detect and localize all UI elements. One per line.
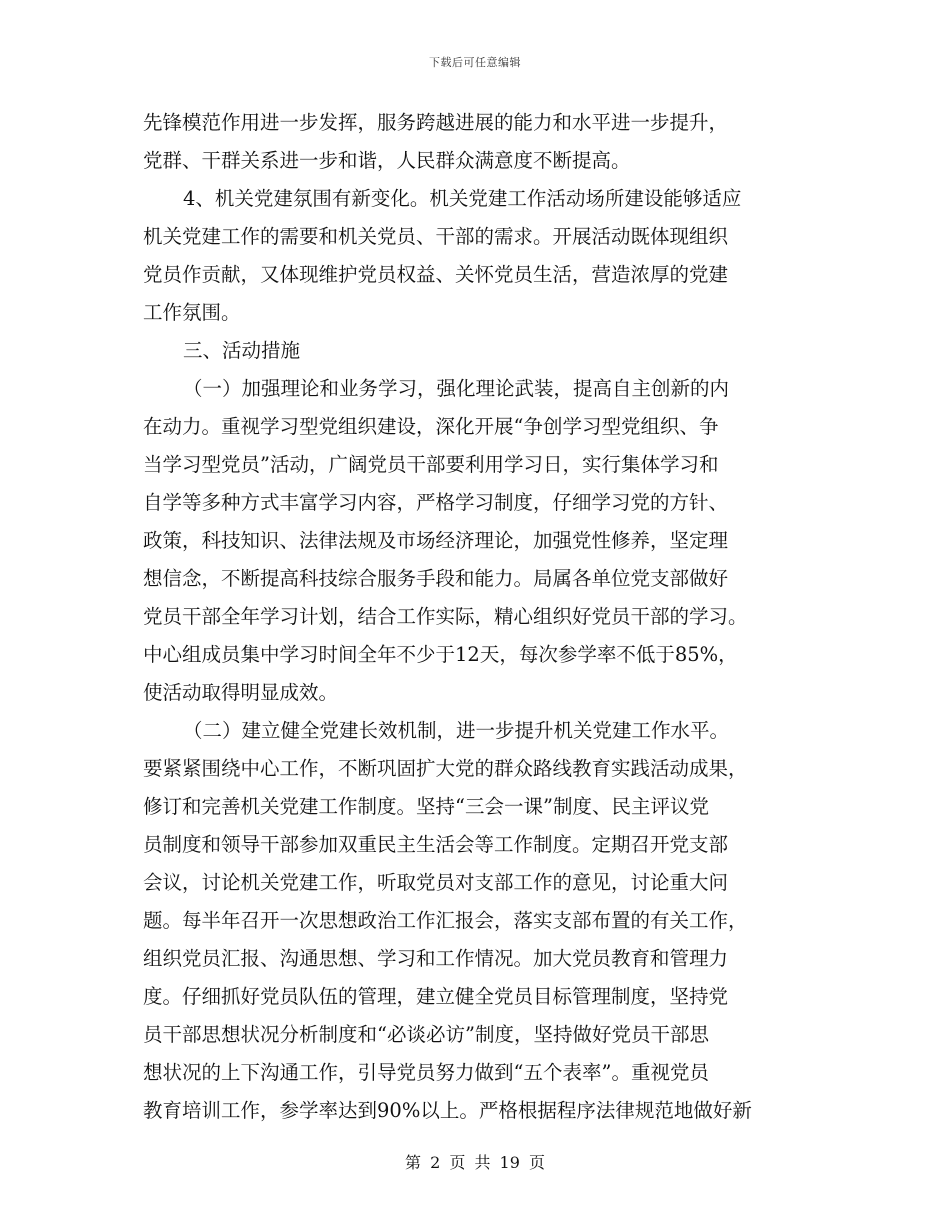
- text-line: 中心组成员集中学习时间全年不少于12天，每次参学率不低于85%，: [143, 643, 738, 666]
- text-line: 自学等多种方式丰富学习内容，严格学习制度，仔细学习党的方针、: [143, 491, 729, 514]
- text-line: 组织党员汇报、沟通思想、学习和工作情况。加大党员教育和管理力: [143, 947, 729, 970]
- text-line: 度。仔细抓好党员队伍的管理，建立健全党员目标管理制度，坚持党: [143, 985, 729, 1008]
- text-line: 使活动取得明显成效。: [143, 681, 339, 704]
- text-line: 当学习型党员”活动，广阔党员干部要利用学习日，实行集体学习和: [143, 453, 719, 476]
- text-line: 修订和完善机关党建工作制度。坚持“三会一课”制度、民主评议党: [143, 795, 709, 818]
- text-line: 要紧紧围绕中心工作，不断巩固扩大党的群众路线教育实践活动成果，: [143, 757, 748, 780]
- text-line: 机关党建工作的需要和机关党员、干部的需求。开展活动既体现组织: [143, 225, 729, 248]
- text-line: 党员作贡献，又体现维护党员权益、关怀党员生活，营造浓厚的党建: [143, 263, 729, 286]
- text-line: 工作氛围。: [143, 301, 241, 324]
- text-line: 在动力。重视学习型党组织建设，深化开展“争创学习型党组织、争: [143, 415, 719, 438]
- text-line: 员制度和领导干部参加双重民主生活会等工作制度。定期召开党支部: [143, 833, 729, 856]
- page-header: 下载后可任意编辑: [429, 56, 521, 69]
- text-line: 题。每半年召开一次思想政治工作汇报会，落实支部布置的有关工作，: [143, 909, 748, 932]
- text-line: 政策，科技知识、法律法规及市场经济理论，加强党性修养，坚定理: [143, 529, 729, 552]
- page-footer: 第 2 页 共 19 页: [405, 1153, 545, 1172]
- text-line: 想状况的上下沟通工作，引导党员努力做到“五个表率”。重视党员: [143, 1061, 709, 1084]
- text-line: 员干部思想状况分析制度和“必谈必访”制度，坚持做好党员干部思: [143, 1023, 709, 1046]
- document-body: [143, 104, 808, 1130]
- text-line: 会议，讨论机关党建工作，听取党员对支部工作的意见，讨论重大问: [143, 871, 729, 894]
- text-line: 党群、干群关系进一步和谐，人民群众满意度不断提高。: [143, 149, 631, 172]
- text-line: 先锋模范作用进一步发挥，服务跨越进展的能力和水平进一步提升，: [143, 111, 729, 134]
- text-line: （一）加强理论和业务学习，强化理论武装，提高自主创新的内: [183, 377, 730, 400]
- text-line: （二）建立健全党建长效机制，进一步提升机关党建工作水平。: [183, 719, 730, 742]
- text-line: 想信念，不断提高科技综合服务手段和能力。局属各单位党支部做好: [143, 567, 729, 590]
- text-line: 党员干部全年学习计划，结合工作实际，精心组织好党员干部的学习。: [143, 605, 748, 628]
- text-line: 4、机关党建氛围有新变化。机关党建工作活动场所建设能够适应: [183, 187, 742, 210]
- text-line: 教育培训工作，参学率达到90%以上。严格根据程序法律规范地做好新: [143, 1099, 752, 1122]
- text-line: 三、活动措施: [183, 339, 301, 362]
